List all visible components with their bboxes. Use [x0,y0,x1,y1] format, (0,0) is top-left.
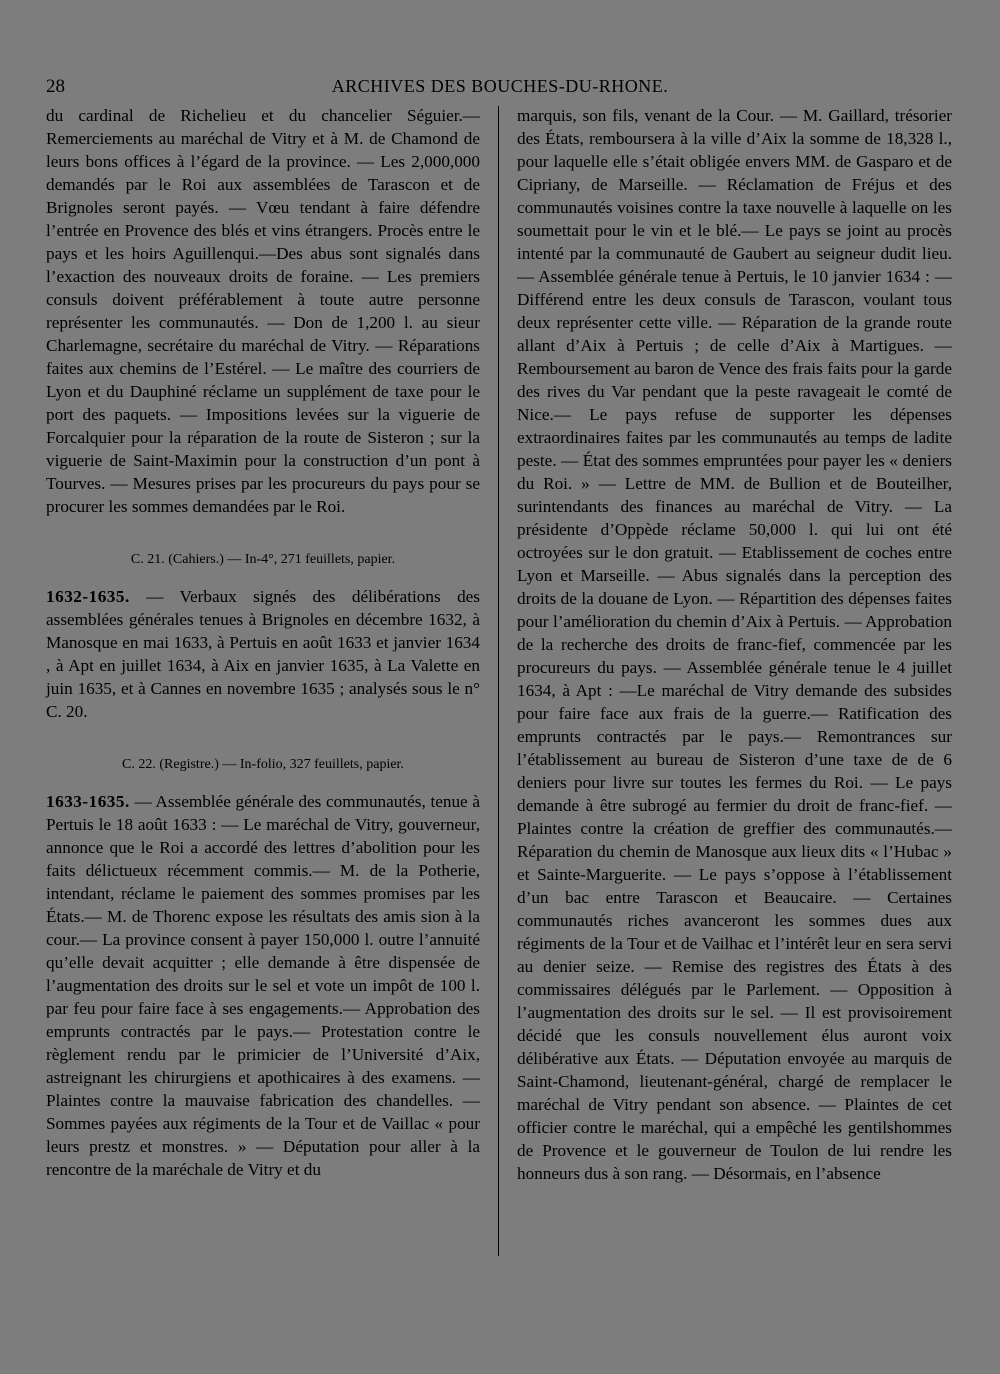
entry-date: 1633-1635. [46,792,130,811]
entry-date: 1632-1635. [46,587,130,606]
entry-1633-1635 [46,790,480,1181]
entry-text: — Assemblée générale des communautés, tenue à Pertuis le 18 août 1633 : — Le maréchal de Vitry, gouverneur, annonce que le Roi a accordé des lettres d’abolition pour les faits délictueux récemment commis.— M. de la Potherie, intendant, réclame le paiement des sommes promises par les États.— M. de Thorenc expose les résultats des amis sion à la cour.— La province consent à payer 150,000 l. outre l’annuité qu’elle devait acquitter ; elle demande à être dispensée de l’augmentation des droits sur le sel et vote un impôt de 100 l. par feu pour faire face à ses engagements.— Approbation des emprunts contractés par le pays.— Protestation contre le règlement rendu par le primicier de l’Université d’Aix, astreignant les chirurgiens et apothicaires à des examens. — Plaintes contre la mauvaise fabrication des chandelles. — Sommes payées aux régiments de la Tour et de Vaillac « pour leurs prestz et monstres. » — Députation pour aller à la rencontre de la maréchale de Vitry et du [46,792,480,1179]
right-column [517,104,952,1185]
archive-reference-c21: C. 21. (Cahiers.) — In-4°, 271 feuillets, papier. [130,552,396,567]
entry-1632-1635 [46,585,480,723]
entry-text: — Verbaux signés des délibérations des assemblées générales tenues à Brignoles en décembre 1632, à Manosque en mai 1633, à Pertuis en août 1633 et janvier 1634 , à Apt en juillet 1634, à Aix en janvier 1635, à La Valette en juin 1635, et à Cannes en novembre 1635 ; analysés sous le n° C. 20. [46,587,480,721]
column-divider [498,106,499,1256]
left-column [46,104,480,1181]
archive-reference-c22: C. 22. (Registre.) — In-folio, 327 feuillets, papier. [122,757,404,772]
running-head: ARCHIVES DES BOUCHES-DU-RHONE. [331,76,669,96]
page-number: 28 [46,76,65,97]
right-paragraph-1: marquis, son fils, venant de la Cour. — M. Gaillard, trésorier des États, remboursera à la ville d’Aix la somme de 18,328 l., pour laquelle elle s’était obligée envers MM. de Gasparo et de Cipriany, de Marseille. — Réclamation de Fréjus et des communautés voisines contre la taxe nouvelle à laquelle on les soumettait pour le vin et le blé.— Le pays se joint au procès intenté par la communauté de Gaubert au seigneur dudit lieu. — Assemblée générale tenue à Pertuis, le 10 janvier 1634 : — Différend entre les deux consuls de Tarascon, voulant tous deux représenter cette ville. — Réparation de la grande route allant d’Aix à Pertuis ; de celle d’Aix à Martigues. — Remboursement au baron de Vence des frais faits pour la garde des rives du Var pendant que la peste ravageait le comté de Nice.— Le pays refuse de supporter les dépenses extraordinaires faites par les communautés au temps de ladite peste. — État des sommes empruntées pour payer les « deniers du Roi. » — Lettre de MM. de Bullion et de Bouteilher, surintendants des finances au maréchal de Vitry. — La présidente d’Oppède réclame 50,000 l. qui lui ont été octroyées sur le don gratuit. — Etablissement de coches entre Lyon et Marseille. — Abus signalés dans la perception des droits de la douane de Lyon. — Répartition des dépenses faites pour l’amélioration du chemin d’Aix à Pertuis. — Approbation de la recherche des droits de franc-fief, commencée par les procureurs du pays. — Assemblée générale tenue le 4 juillet 1634, à Apt : —Le maréchal de Vitry demande des subsides pour faire face aux frais de la guerre.— Ratification des emprunts contractés par le pays.— Remontrances sur l’établissement au bureau de Sisteron d’une taxe de de 6 deniers pour livre sur toutes les fermes du Roi. — Le pays demande à être subrogé au fermier du droit de franc-fief. — Plaintes contre la création de greffier des communautés.— Réparation du chemin de Manosque aux lieux dits « l’Hubac » et Sainte-Marguerite. — Le pays s’oppose à l’établissement d’un bac entre Tarascon et Beaucaire. — Certaines communautés riches avanceront les sommes dues aux régiments de la Tour et de Vailhac et l’intérêt leur en sera servi au denier seize. — Remise des registres des États à des commissaires délégués par le Parlement. — Opposition à l’augmentation des droits sur le sel. — Il est provisoirement décidé que les consuls nouvellement élus auront voix délibérative aux États. — Députation envoyée au marquis de Saint-Chamond, lieutenant-général, chargé de remplacer le maréchal de Vitry pendant son absence. — Plaintes de cet officier contre le maréchal, qui a empêché les gentilshommes de Provence et le gouverneur de Toulon de lui rendre les honneurs dus à son rang. — Désormais, en l’absence [517,106,952,1183]
left-paragraph-1: du cardinal de Richelieu et du chancelier Séguier.— Remerciements au maréchal de Vitry et à M. de Chamond de leurs bons offices à l’égard de la province. — Les 2,000,000 demandés par le Roi aux assemblées de Tarascon et de Brignoles seront payés. — Vœu tendant à faire défendre l’entrée en Provence des blés et vins étrangers. Procès entre le pays et les hoirs Aguillenqui.—Des abus sont signalés dans l’exaction des nouveaux droits de foraine. — Les premiers consuls doivent préférablement à toute autre personne représenter les communautés. — Don de 1,200 l. au sieur Charlemagne, secrétaire du maréchal de Vitry. — Réparations faites aux chemins de l’Estérel. — Le maître des courriers de Lyon et du Dauphiné réclame un supplément de taxe pour le port des paquets. — Impositions levées sur la viguerie de Forcalquier pour la réparation de la route de Sisteron ; sur la viguerie de Saint-Maximin pour la construction d’un pont à Tourves. — Mesures prises par les procureurs du pays pour se procurer les sommes demandées par le Roi. [46,106,480,516]
